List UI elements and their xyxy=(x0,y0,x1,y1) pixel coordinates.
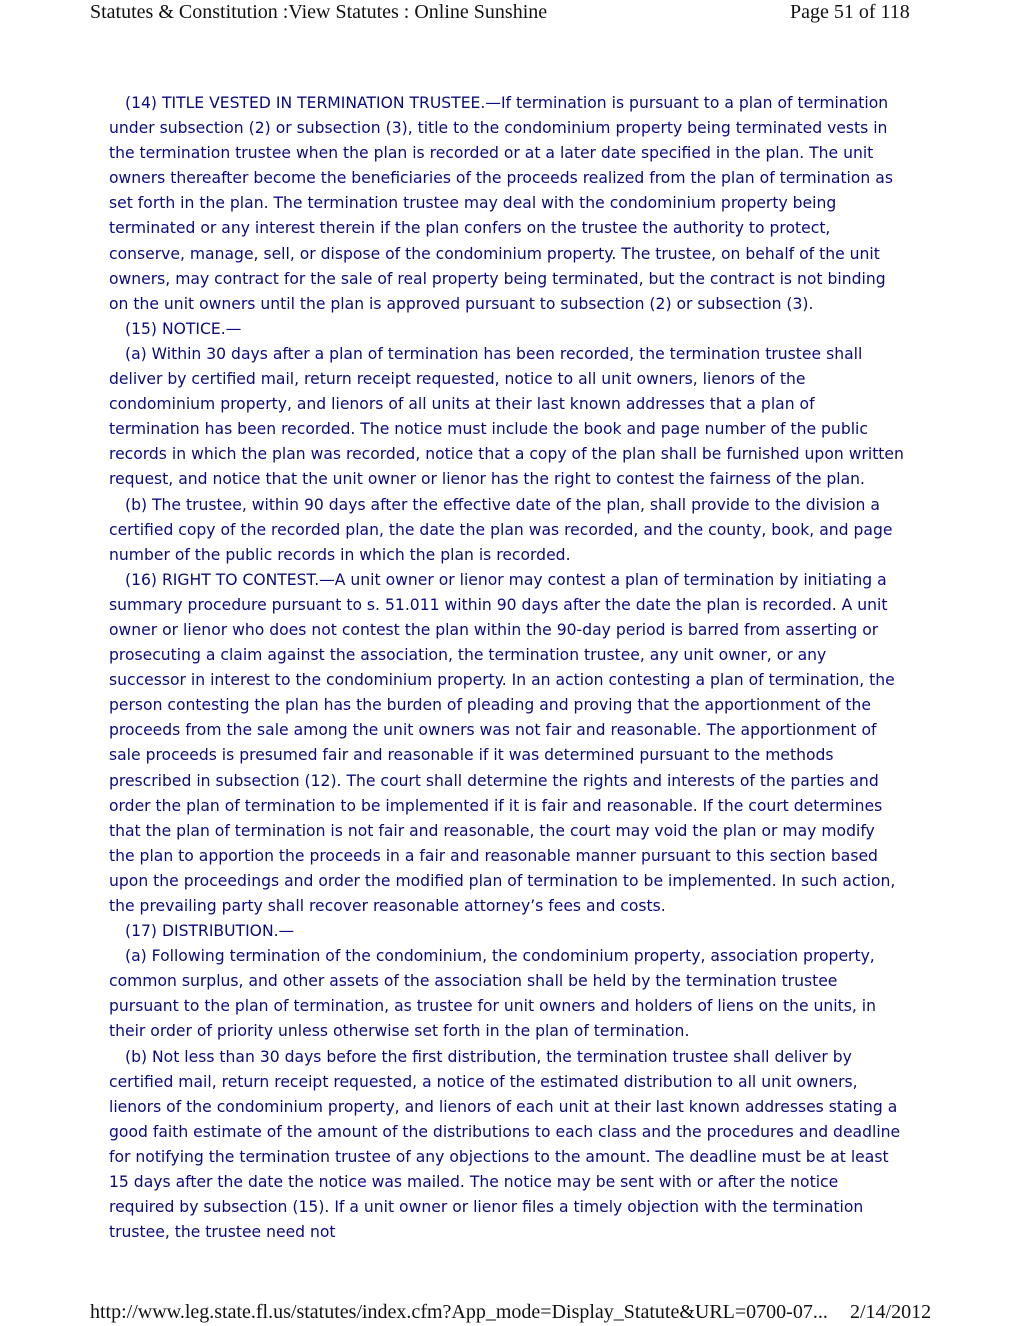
paragraph-15a: (a) Within 30 days after a plan of termination has been recorded, the termination trustee shall deliver by certified mail, return receipt requested, notice to all unit owners, lienors of the condominium property, and lienors of all units at their last known addresses that a plan of termination has been recorded. The notice must include the book and page number of the public records in which the plan was recorded, notice that a copy of the plan shall be furnished upon written request, and notice that the unit owner or lienor has the right to contest the fairness of the plan. xyxy=(109,344,904,489)
page-number: Page 51 of 118 xyxy=(790,1,910,23)
browser-page-title: Statutes & Constitution :View Statutes : Online Sunshine xyxy=(90,1,548,23)
page-url: http://www.leg.state.fl.us/statutes/index.cfm?App_mode=Display_Statute&URL=0700-07... xyxy=(90,1301,828,1323)
statute-text xyxy=(109,91,905,1245)
paragraph-14-title-vested: (14) TITLE VESTED IN TERMINATION TRUSTEE.—If termination is pursuant to a plan of termination under subsection (2) or subsection (3), title to the condominium property being terminated vests in the termination trustee when the plan is recorded or at a later date specified in the plan. The unit owners thereafter become the beneficiaries of the proceeds realized from the plan of termination as set forth in the plan. The termination trustee may deal with the condominium property being terminated or any interest therein if the plan confers on the trustee the authority to protect, conserve, manage, sell, or dispose of the condominium property. The trustee, on behalf of the unit owners, may contract for the sale of real property being terminated, but the contract is not binding on the unit owners until the plan is approved pursuant to subsection (2) or subsection (3). xyxy=(109,94,893,313)
paragraph-15b: (b) The trustee, within 90 days after the effective date of the plan, shall provide to the division a certified copy of the recorded plan, the date the plan was recorded, and the county, book, and page number of the public records in which the plan is recorded. xyxy=(109,495,893,564)
paragraph-16-right-to-contest: (16) RIGHT TO CONTEST.—A unit owner or lienor may contest a plan of termination by initiating a summary procedure pursuant to s. 51.011 within 90 days after the date the plan is recorded. A unit owner or lienor who does not contest the plan within the 90-day period is barred from asserting or prosecuting a claim against the association, the termination trustee, any unit owner, or any successor in interest to the condominium property. In an action contesting a plan of termination, the person contesting the plan has the burden of pleading and proving that the apportionment of the proceeds from the sale among the unit owners was not fair and reasonable. The apportionment of sale proceeds is presumed fair and reasonable if it was determined pursuant to the methods prescribed in subsection (12). The court shall determine the rights and interests of the parties and order the plan of termination to be implemented if it is fair and reasonable. If the court determines that the plan of termination is not fair and reasonable, the court may void the plan or may modify the plan to apportion the proceeds in a fair and reasonable manner pursuant to this section based upon the proceedings and order the modified plan of termination to be implemented. In such action, the prevailing party shall recover reasonable attorney’s fees and costs. xyxy=(109,570,896,915)
paragraph-15-notice-heading: (15) NOTICE.— xyxy=(125,319,242,338)
paragraph-17b: (b) Not less than 30 days before the first distribution, the termination trustee shall deliver by certified mail, return receipt requested, a notice of the estimated distribution to all unit owners, lienors of the condominium property, and lienors of each unit at their last known addresses stating a good faith estimate of the amount of the distributions to each class and the procedures and deadline for notifying the termination trustee of any objections to the amount. The deadline must be at least 15 days after the date the notice was mailed. The notice may be sent with or after the notice required by subsection (15). If a unit owner or lienor files a timely objection with the termination trustee, the trustee need not xyxy=(109,1047,901,1242)
print-date: 2/14/2012 xyxy=(850,1301,932,1323)
paragraph-17a: (a) Following termination of the condominium, the condominium property, association property, common surplus, and other assets of the association shall be held by the termination trustee pursuant to the plan of termination, as trustee for unit owners and holders of liens on the units, in their order of priority unless otherwise set forth in the plan of termination. xyxy=(109,947,876,1041)
paragraph-17-distribution-heading: (17) DISTRIBUTION.— xyxy=(125,922,295,941)
